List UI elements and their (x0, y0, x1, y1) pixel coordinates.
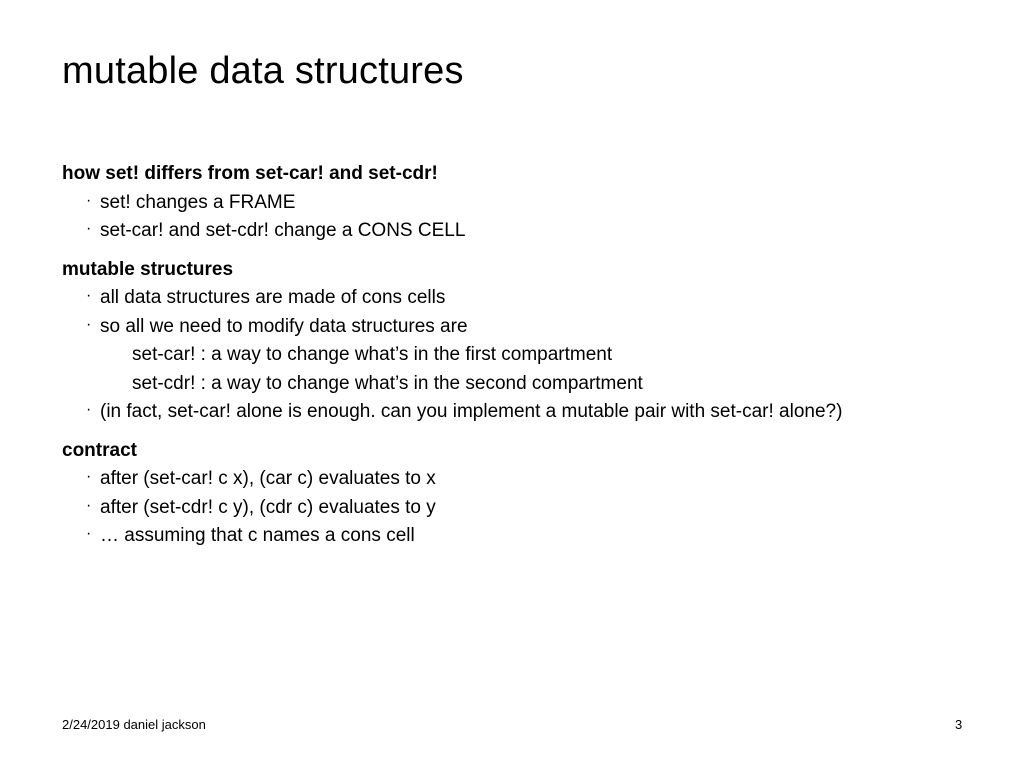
section-heading: mutable structures (62, 258, 234, 280)
bullet-text: (in fact, set-car! alone is enough. can you implement a mutable pair with set-car! alone?) (100, 401, 843, 422)
slide-body (62, 160, 962, 561)
section-set-differences (62, 160, 962, 246)
footer-page-number: 3 (955, 717, 963, 732)
bullet-text: set-car! and set-cdr! change a CONS CELL (100, 220, 466, 241)
bullet-dot-icon: · (86, 525, 92, 542)
bullet-dot-icon: · (86, 315, 92, 333)
bullet-dot-icon: · (86, 191, 92, 209)
footer-date-author: 2/24/2019 daniel jackson (62, 717, 206, 732)
bullet-text: set! changes a FRAME (100, 191, 296, 213)
bullet-text: after (set-car! c x), (car c) evaluates to x (100, 468, 436, 489)
bullet-item (62, 465, 962, 494)
section-heading: how set! differs from set-car! and set-cdr! (62, 163, 438, 184)
section-heading: contract (62, 439, 137, 461)
bullet-dot-icon: · (86, 496, 92, 514)
bullet-item (62, 522, 962, 551)
bullet-item (62, 189, 962, 218)
sub-line: set-car! : a way to change what’s in the first compartment (132, 344, 613, 365)
bullet-text: so all we need to modify data structures are (100, 315, 468, 337)
bullet-item (62, 313, 962, 342)
bullet-text: all data structures are made of cons cells (100, 287, 446, 308)
bullet-item (62, 284, 962, 313)
bullet-dot-icon: · (86, 401, 92, 418)
bullet-text: after (set-cdr! c y), (cdr c) evaluates to y (100, 496, 436, 518)
sub-line: set-cdr! : a way to change what’s in the second compartment (132, 372, 643, 394)
bullet-text: … assuming that c names a cons cell (100, 525, 415, 546)
section-mutable-structures (62, 256, 962, 427)
slide-title: mutable data structures (62, 50, 464, 92)
section-contract (62, 437, 962, 551)
bullet-dot-icon: · (86, 220, 92, 237)
bullet-item (62, 398, 962, 427)
bullet-dot-icon: · (86, 287, 92, 304)
bullet-dot-icon: · (86, 468, 92, 485)
bullet-item (62, 217, 962, 246)
bullet-item (62, 494, 962, 523)
